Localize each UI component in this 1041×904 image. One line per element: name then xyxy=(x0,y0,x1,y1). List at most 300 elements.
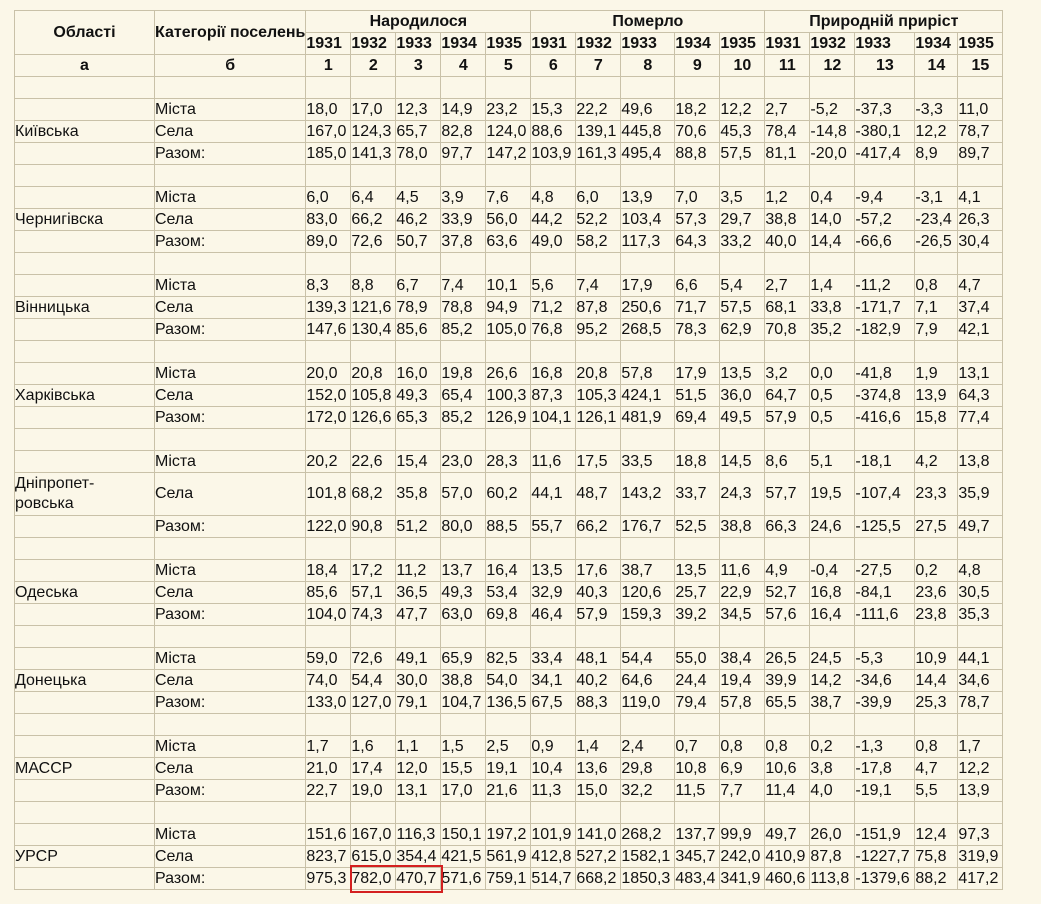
value-cell: 16,8 xyxy=(810,582,855,604)
value-cell: 12,0 xyxy=(396,758,441,780)
value-cell: 56,0 xyxy=(486,209,531,231)
table-row xyxy=(15,736,1003,758)
value-cell: -107,4 xyxy=(855,473,915,516)
value-cell: 19,5 xyxy=(810,473,855,516)
value-cell: -66,6 xyxy=(855,231,915,253)
value-cell: 0,8 xyxy=(915,275,958,297)
value-cell: 105,8 xyxy=(351,385,396,407)
empty-cell xyxy=(15,451,155,473)
value-cell: 50,7 xyxy=(396,231,441,253)
empty-cell xyxy=(855,802,915,824)
column-number: 9 xyxy=(675,55,720,77)
value-cell: 17,9 xyxy=(675,363,720,385)
value-cell: 13,7 xyxy=(441,560,486,582)
empty-cell xyxy=(155,538,306,560)
value-cell: 319,9 xyxy=(958,846,1003,868)
empty-cell xyxy=(765,429,810,451)
value-cell: 4,7 xyxy=(915,758,958,780)
year-header: 1934 xyxy=(441,33,486,55)
value-cell: 124,0 xyxy=(486,121,531,143)
column-number: 13 xyxy=(855,55,915,77)
value-cell: 27,5 xyxy=(915,516,958,538)
table-row xyxy=(15,516,1003,538)
table-row xyxy=(15,473,1003,516)
value-cell: -1227,7 xyxy=(855,846,915,868)
value-cell: -84,1 xyxy=(855,582,915,604)
value-cell: 23,0 xyxy=(441,451,486,473)
value-cell: 63,6 xyxy=(486,231,531,253)
empty-cell xyxy=(720,538,765,560)
value-cell: 78,4 xyxy=(765,121,810,143)
year-header: 1931 xyxy=(765,33,810,55)
value-cell: 6,7 xyxy=(396,275,441,297)
value-cell: 44,2 xyxy=(531,209,576,231)
value-cell: -19,1 xyxy=(855,780,915,802)
table-row xyxy=(15,824,1003,846)
empty-cell xyxy=(396,253,441,275)
empty-cell xyxy=(576,429,621,451)
value-cell: 54,0 xyxy=(486,670,531,692)
settlement-category: Разом: xyxy=(155,604,306,626)
settlement-category: Села xyxy=(155,846,306,868)
value-cell: 268,5 xyxy=(621,319,675,341)
empty-cell xyxy=(15,802,155,824)
value-cell: 11,5 xyxy=(675,780,720,802)
year-header: 1935 xyxy=(720,33,765,55)
header-born: Народилося xyxy=(306,11,531,33)
value-cell: 13,5 xyxy=(720,363,765,385)
value-cell: 17,4 xyxy=(351,758,396,780)
value-cell: 78,7 xyxy=(958,692,1003,714)
value-cell: 49,0 xyxy=(531,231,576,253)
value-cell: 26,5 xyxy=(765,648,810,670)
table-row xyxy=(15,758,1003,780)
value-cell: 10,8 xyxy=(675,758,720,780)
value-cell: 117,3 xyxy=(621,231,675,253)
value-cell: 78,0 xyxy=(396,143,441,165)
empty-cell xyxy=(621,626,675,648)
value-cell: 11,0 xyxy=(958,99,1003,121)
value-cell: 7,9 xyxy=(915,319,958,341)
value-cell: -41,8 xyxy=(855,363,915,385)
value-cell: 33,9 xyxy=(441,209,486,231)
value-cell: 4,5 xyxy=(396,187,441,209)
table-row xyxy=(15,385,1003,407)
empty-cell xyxy=(396,341,441,363)
empty-cell xyxy=(576,626,621,648)
value-cell: 3,5 xyxy=(720,187,765,209)
value-cell: 4,7 xyxy=(958,275,1003,297)
value-cell: 15,5 xyxy=(441,758,486,780)
settlement-category: Міста xyxy=(155,363,306,385)
empty-cell xyxy=(855,538,915,560)
value-cell: 69,8 xyxy=(486,604,531,626)
settlement-category: Разом: xyxy=(155,516,306,538)
empty-cell xyxy=(15,363,155,385)
empty-cell xyxy=(810,626,855,648)
value-cell: 101,9 xyxy=(531,824,576,846)
empty-cell xyxy=(531,429,576,451)
value-cell: 44,1 xyxy=(531,473,576,516)
value-cell: -111,6 xyxy=(855,604,915,626)
value-cell: 137,7 xyxy=(675,824,720,846)
column-number: 10 xyxy=(720,55,765,77)
value-cell: 32,2 xyxy=(621,780,675,802)
value-cell: 495,4 xyxy=(621,143,675,165)
value-cell: 49,3 xyxy=(441,582,486,604)
value-cell: 17,9 xyxy=(621,275,675,297)
settlement-category: Разом: xyxy=(155,868,306,890)
value-cell: 72,6 xyxy=(351,648,396,670)
value-cell: 7,6 xyxy=(486,187,531,209)
empty-cell xyxy=(396,802,441,824)
value-cell: 143,2 xyxy=(621,473,675,516)
value-cell: 7,0 xyxy=(675,187,720,209)
value-cell: 26,6 xyxy=(486,363,531,385)
empty-cell xyxy=(155,341,306,363)
value-cell: -20,0 xyxy=(810,143,855,165)
value-cell: 35,9 xyxy=(958,473,1003,516)
empty-cell xyxy=(306,714,351,736)
value-cell: 85,6 xyxy=(396,319,441,341)
empty-cell xyxy=(306,165,351,187)
value-cell: 133,0 xyxy=(306,692,351,714)
column-number: 7 xyxy=(576,55,621,77)
empty-cell xyxy=(810,341,855,363)
value-cell: 104,7 xyxy=(441,692,486,714)
value-cell: 5,4 xyxy=(720,275,765,297)
value-cell: 460,6 xyxy=(765,868,810,890)
value-cell: 10,9 xyxy=(915,648,958,670)
spacer-row xyxy=(15,165,1003,187)
value-cell: 141,0 xyxy=(576,824,621,846)
value-cell: 101,8 xyxy=(306,473,351,516)
value-cell: 65,3 xyxy=(396,407,441,429)
value-cell: 33,5 xyxy=(621,451,675,473)
value-cell: 103,4 xyxy=(621,209,675,231)
table-row xyxy=(15,231,1003,253)
value-cell: 49,6 xyxy=(621,99,675,121)
empty-cell xyxy=(486,77,531,99)
value-cell: 172,0 xyxy=(306,407,351,429)
demographics-table-container xyxy=(14,10,1003,890)
value-cell: -0,4 xyxy=(810,560,855,582)
empty-cell xyxy=(576,714,621,736)
value-cell: 975,3 xyxy=(306,868,351,890)
value-cell: 40,0 xyxy=(765,231,810,253)
value-cell: 150,1 xyxy=(441,824,486,846)
year-header: 1932 xyxy=(351,33,396,55)
settlement-category: Села xyxy=(155,582,306,604)
value-cell: 1,5 xyxy=(441,736,486,758)
value-cell: 100,3 xyxy=(486,385,531,407)
spacer-row xyxy=(15,253,1003,275)
region-name: Київська xyxy=(15,121,155,143)
value-cell: 38,8 xyxy=(720,516,765,538)
value-cell: 51,2 xyxy=(396,516,441,538)
value-cell: 74,3 xyxy=(351,604,396,626)
year-header: 1933 xyxy=(855,33,915,55)
column-number: 4 xyxy=(441,55,486,77)
value-cell: 120,6 xyxy=(621,582,675,604)
value-cell: 30,5 xyxy=(958,582,1003,604)
value-cell: 24,4 xyxy=(675,670,720,692)
empty-cell xyxy=(155,165,306,187)
empty-cell xyxy=(765,165,810,187)
empty-cell xyxy=(958,626,1003,648)
empty-cell xyxy=(15,143,155,165)
value-cell: 121,6 xyxy=(351,297,396,319)
value-cell: 20,0 xyxy=(306,363,351,385)
empty-cell xyxy=(915,429,958,451)
year-header: 1933 xyxy=(621,33,675,55)
value-cell: 445,8 xyxy=(621,121,675,143)
value-cell: 49,5 xyxy=(720,407,765,429)
value-cell: 103,9 xyxy=(531,143,576,165)
empty-cell xyxy=(155,626,306,648)
value-cell: 15,0 xyxy=(576,780,621,802)
value-cell: 13,1 xyxy=(958,363,1003,385)
year-header: 1934 xyxy=(675,33,720,55)
value-cell: 151,6 xyxy=(306,824,351,846)
settlement-category: Міста xyxy=(155,824,306,846)
value-cell: 14,4 xyxy=(810,231,855,253)
empty-cell xyxy=(15,99,155,121)
empty-cell xyxy=(915,165,958,187)
empty-cell xyxy=(915,802,958,824)
value-cell: 130,4 xyxy=(351,319,396,341)
value-cell: 561,9 xyxy=(486,846,531,868)
value-cell: 18,2 xyxy=(675,99,720,121)
empty-cell xyxy=(720,253,765,275)
value-cell: 38,7 xyxy=(810,692,855,714)
value-cell: 6,6 xyxy=(675,275,720,297)
empty-cell xyxy=(441,626,486,648)
value-cell: 410,9 xyxy=(765,846,810,868)
value-cell: 19,0 xyxy=(351,780,396,802)
empty-cell xyxy=(855,165,915,187)
year-header: 1931 xyxy=(531,33,576,55)
value-cell: 97,3 xyxy=(958,824,1003,846)
value-cell: 1,2 xyxy=(765,187,810,209)
value-cell: 57,9 xyxy=(765,407,810,429)
value-cell: 127,0 xyxy=(351,692,396,714)
value-cell: 4,0 xyxy=(810,780,855,802)
value-cell: 85,2 xyxy=(441,407,486,429)
empty-cell xyxy=(765,714,810,736)
empty-cell xyxy=(531,253,576,275)
value-cell: 64,7 xyxy=(765,385,810,407)
region-name: Харківська xyxy=(15,385,155,407)
empty-cell xyxy=(810,253,855,275)
empty-cell xyxy=(15,604,155,626)
value-cell: 39,2 xyxy=(675,604,720,626)
value-cell: 33,4 xyxy=(531,648,576,670)
value-cell: 197,2 xyxy=(486,824,531,846)
value-cell: 62,9 xyxy=(720,319,765,341)
value-cell: 38,8 xyxy=(441,670,486,692)
value-cell: 57,1 xyxy=(351,582,396,604)
value-cell: 78,7 xyxy=(958,121,1003,143)
value-cell: -125,5 xyxy=(855,516,915,538)
empty-cell xyxy=(15,692,155,714)
empty-cell xyxy=(855,429,915,451)
table-row xyxy=(15,868,1003,890)
value-cell: -34,6 xyxy=(855,670,915,692)
value-cell: 15,8 xyxy=(915,407,958,429)
value-cell: 424,1 xyxy=(621,385,675,407)
empty-cell xyxy=(958,538,1003,560)
column-letter-a: а xyxy=(15,55,155,77)
empty-cell xyxy=(855,253,915,275)
value-cell: 97,7 xyxy=(441,143,486,165)
value-cell: 104,1 xyxy=(531,407,576,429)
value-cell: 33,7 xyxy=(675,473,720,516)
value-cell: 76,8 xyxy=(531,319,576,341)
value-cell: 14,9 xyxy=(441,99,486,121)
value-cell: 55,0 xyxy=(675,648,720,670)
value-cell: 668,2 xyxy=(576,868,621,890)
table-row xyxy=(15,780,1003,802)
spacer-row xyxy=(15,429,1003,451)
value-cell: 10,1 xyxy=(486,275,531,297)
value-cell: -380,1 xyxy=(855,121,915,143)
empty-cell xyxy=(720,802,765,824)
value-cell: 24,3 xyxy=(720,473,765,516)
empty-cell xyxy=(351,802,396,824)
value-cell: 2,7 xyxy=(765,275,810,297)
value-cell: 1,4 xyxy=(810,275,855,297)
empty-cell xyxy=(15,648,155,670)
empty-cell xyxy=(576,341,621,363)
region-name: Вінницька xyxy=(15,297,155,319)
value-cell: 87,8 xyxy=(576,297,621,319)
value-cell: 67,5 xyxy=(531,692,576,714)
value-cell: 167,0 xyxy=(306,121,351,143)
value-cell: 152,0 xyxy=(306,385,351,407)
value-cell: 23,3 xyxy=(915,473,958,516)
value-cell: 268,2 xyxy=(621,824,675,846)
empty-cell xyxy=(675,429,720,451)
value-cell: 12,4 xyxy=(915,824,958,846)
value-cell: 78,9 xyxy=(396,297,441,319)
value-cell: 2,4 xyxy=(621,736,675,758)
value-cell: 52,2 xyxy=(576,209,621,231)
empty-cell xyxy=(765,77,810,99)
value-cell: 782,0 xyxy=(351,868,396,890)
value-cell: 139,3 xyxy=(306,297,351,319)
table-row xyxy=(15,319,1003,341)
value-cell: 421,5 xyxy=(441,846,486,868)
value-cell: 7,7 xyxy=(720,780,765,802)
empty-cell xyxy=(720,77,765,99)
empty-cell xyxy=(306,77,351,99)
empty-cell xyxy=(306,538,351,560)
value-cell: 176,7 xyxy=(621,516,675,538)
value-cell: 122,0 xyxy=(306,516,351,538)
value-cell: 85,6 xyxy=(306,582,351,604)
value-cell: 78,3 xyxy=(675,319,720,341)
settlement-category: Села xyxy=(155,297,306,319)
empty-cell xyxy=(531,77,576,99)
value-cell: 88,6 xyxy=(531,121,576,143)
value-cell: 14,0 xyxy=(810,209,855,231)
value-cell: 49,7 xyxy=(765,824,810,846)
value-cell: 42,1 xyxy=(958,319,1003,341)
column-number: 8 xyxy=(621,55,675,77)
empty-cell xyxy=(958,165,1003,187)
value-cell: 57,7 xyxy=(765,473,810,516)
empty-cell xyxy=(810,77,855,99)
value-cell: 72,6 xyxy=(351,231,396,253)
value-cell: 4,9 xyxy=(765,560,810,582)
empty-cell xyxy=(441,341,486,363)
table-row xyxy=(15,275,1003,297)
column-number: 3 xyxy=(396,55,441,77)
table-row xyxy=(15,560,1003,582)
empty-cell xyxy=(396,77,441,99)
settlement-category: Разом: xyxy=(155,231,306,253)
value-cell: 11,4 xyxy=(765,780,810,802)
value-cell: 35,8 xyxy=(396,473,441,516)
empty-cell xyxy=(396,714,441,736)
empty-cell xyxy=(810,538,855,560)
value-cell: -3,3 xyxy=(915,99,958,121)
value-cell: 28,3 xyxy=(486,451,531,473)
value-cell: 59,0 xyxy=(306,648,351,670)
table-row xyxy=(15,209,1003,231)
settlement-category: Села xyxy=(155,473,306,516)
year-header: 1933 xyxy=(396,33,441,55)
empty-cell xyxy=(915,77,958,99)
column-number: 6 xyxy=(531,55,576,77)
value-cell: 16,8 xyxy=(531,363,576,385)
value-cell: 1,7 xyxy=(306,736,351,758)
value-cell: -11,2 xyxy=(855,275,915,297)
empty-cell xyxy=(306,253,351,275)
region-name: Дніпропет- ровська xyxy=(15,473,155,516)
value-cell: 37,4 xyxy=(958,297,1003,319)
empty-cell xyxy=(351,429,396,451)
settlement-category: Разом: xyxy=(155,319,306,341)
value-cell: 10,4 xyxy=(531,758,576,780)
value-cell: 0,2 xyxy=(810,736,855,758)
value-cell: 823,7 xyxy=(306,846,351,868)
value-cell: 23,2 xyxy=(486,99,531,121)
value-cell: 126,1 xyxy=(576,407,621,429)
value-cell: 78,8 xyxy=(441,297,486,319)
value-cell: 65,5 xyxy=(765,692,810,714)
empty-cell xyxy=(915,714,958,736)
empty-cell xyxy=(621,77,675,99)
value-cell: 6,0 xyxy=(306,187,351,209)
value-cell: 46,4 xyxy=(531,604,576,626)
spacer-row xyxy=(15,626,1003,648)
value-cell: 0,8 xyxy=(915,736,958,758)
value-cell: 65,9 xyxy=(441,648,486,670)
empty-cell xyxy=(486,714,531,736)
empty-cell xyxy=(486,253,531,275)
value-cell: 11,6 xyxy=(720,560,765,582)
empty-cell xyxy=(531,165,576,187)
value-cell: 46,2 xyxy=(396,209,441,231)
value-cell: 57,6 xyxy=(765,604,810,626)
table-row xyxy=(15,143,1003,165)
value-cell: 48,7 xyxy=(576,473,621,516)
spacer-row xyxy=(15,714,1003,736)
value-cell: 5,1 xyxy=(810,451,855,473)
empty-cell xyxy=(621,802,675,824)
